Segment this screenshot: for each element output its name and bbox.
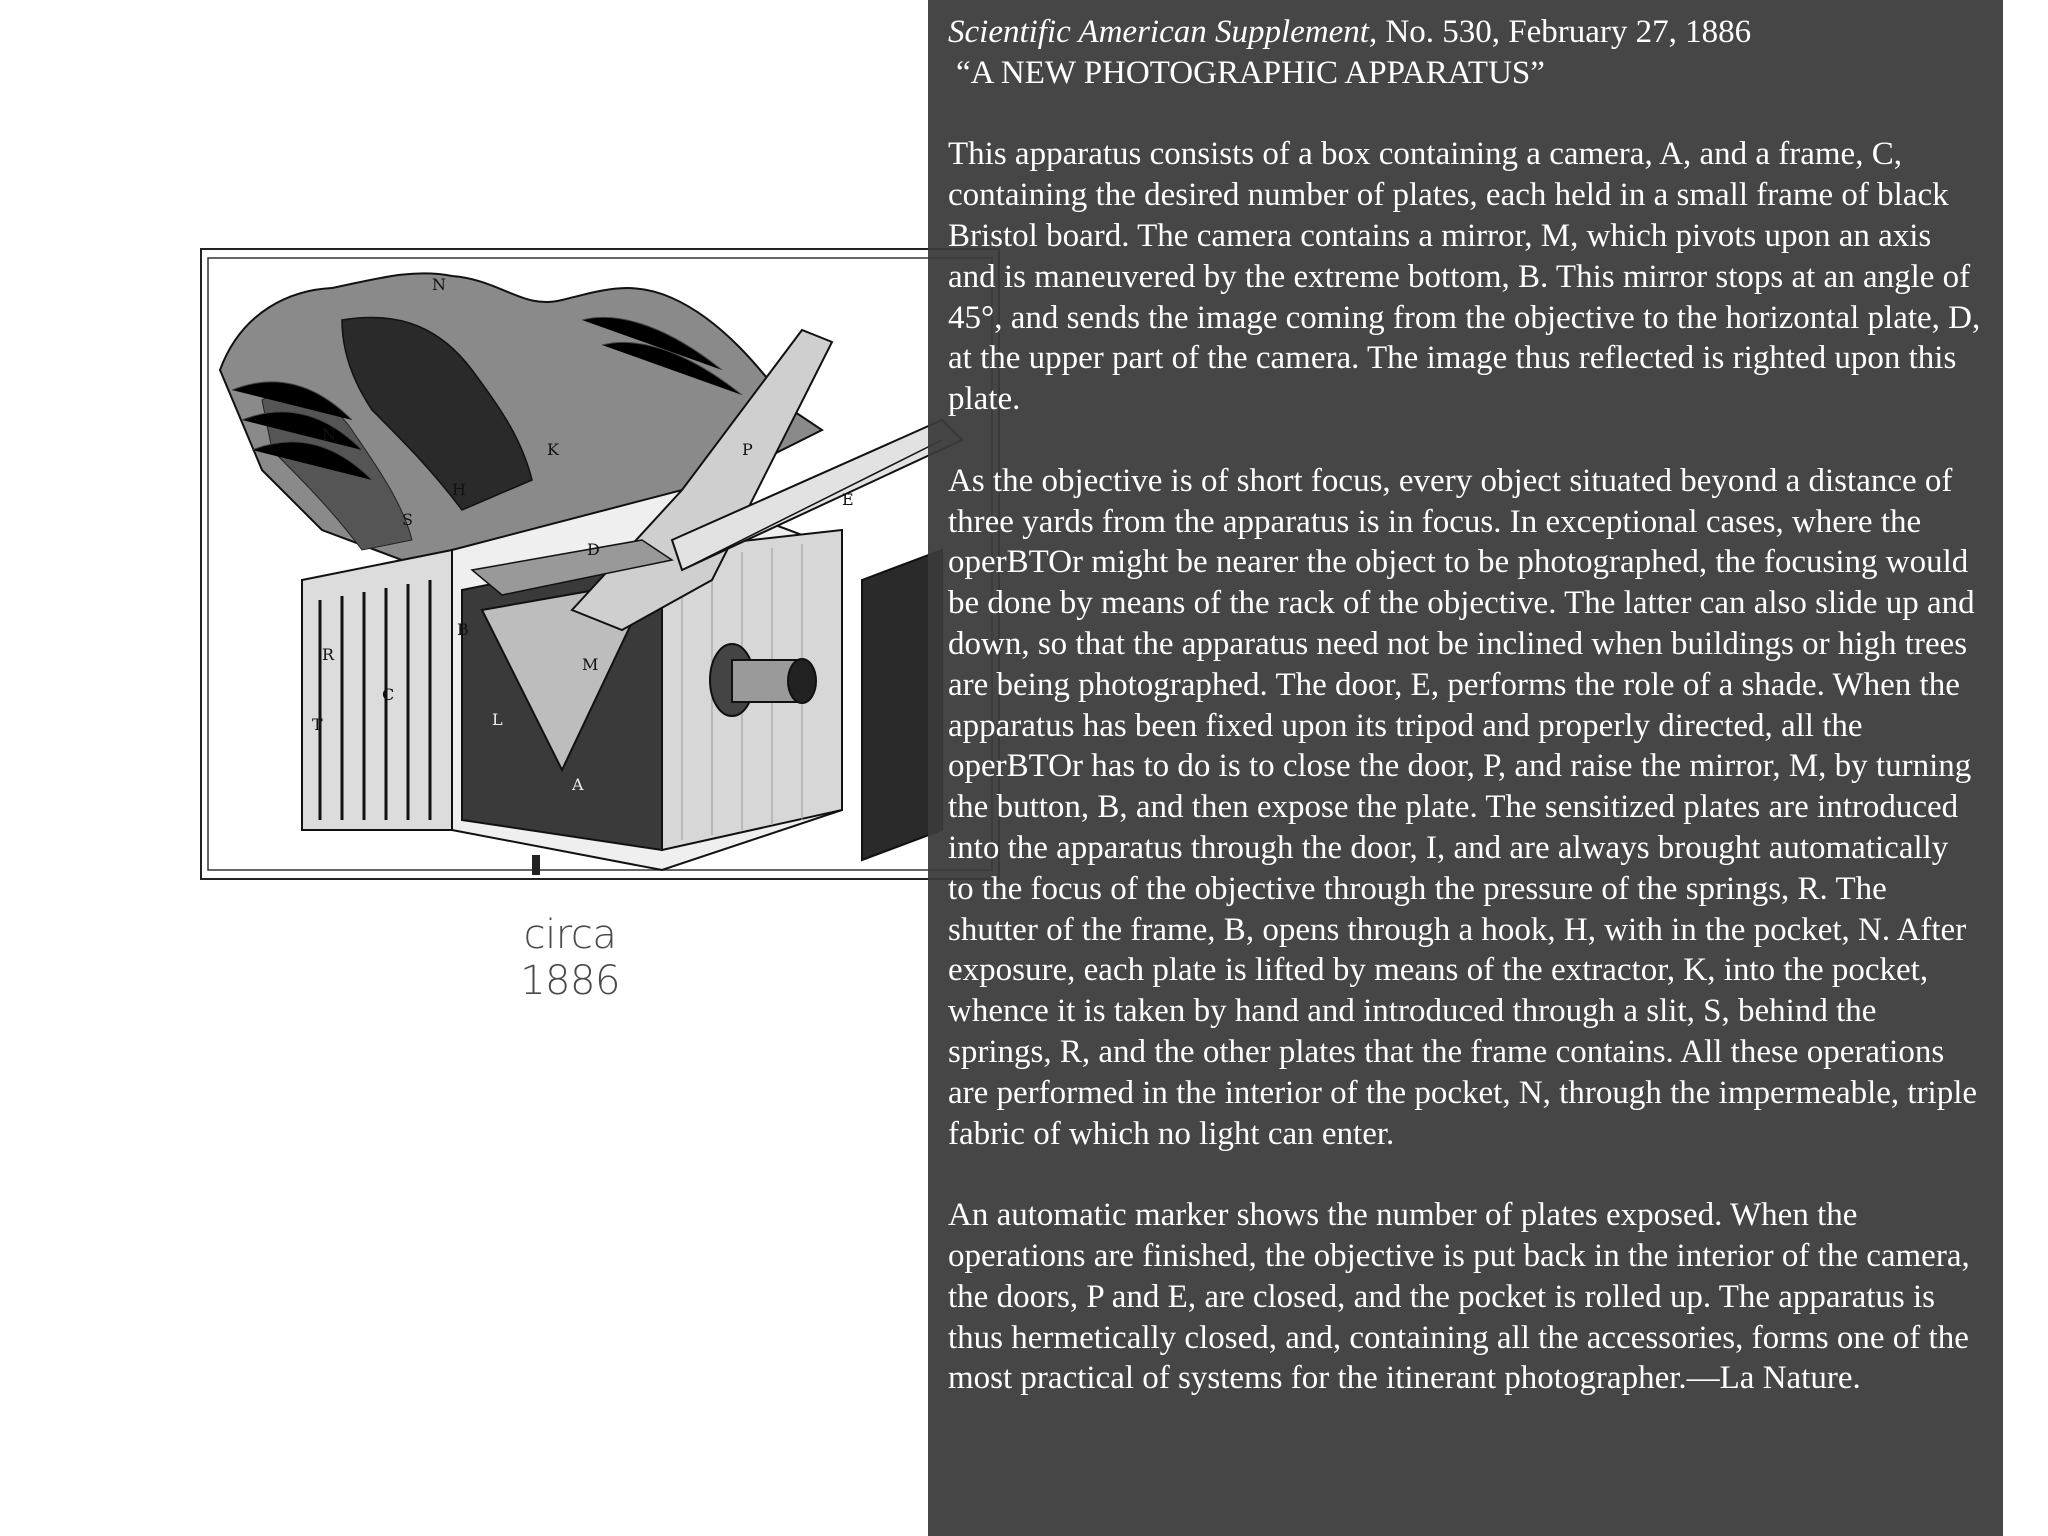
article-paragraph: An automatic marker shows the number of plates exposed. When the operations are finished, the objective is put back in the interior of the camera, the doors, P and E, are closed, and the pocket is rolled up. The apparatus is thus hermetically closed, and, containing all the accessories, forms one of the most practical of systems for the itinerant photographer.—La Nature. [948, 1197, 1970, 1397]
figure-label: K [547, 440, 559, 459]
article-headline: “A NEW PHOTOGRAPHIC APPARATUS” [956, 54, 1545, 91]
figure-label: L [492, 710, 503, 729]
figure-label: C [382, 685, 395, 704]
article-paragraph: This apparatus consists of a box containing a camera, A, and a frame, C, containing the desired number of plates, each held in a small frame of black Bristol board. The camera contains a mirror, M, which pivots upon an axis and is maneuvered by the extreme bottom, B. This mirror stops at an angle of 45°, and sends the image coming from the objective to the horizontal plate, D, at the upper part of the camera. The image thus reflected is righted upon this plate. [948, 136, 1981, 418]
figure-label: M [582, 655, 599, 674]
camera-illustration [202, 250, 998, 878]
article-panel [928, 0, 2003, 1536]
figure-label: P [742, 440, 753, 459]
figure-label: T [312, 715, 323, 734]
figure-label: A [572, 775, 584, 794]
source-info: No. 530, February 27, 1886 [1377, 14, 1752, 50]
camera-engraving [200, 248, 1000, 880]
figure-label: E [842, 490, 854, 509]
figure-label: B [457, 620, 469, 639]
figure-label: N [432, 275, 446, 294]
figure-label: S [402, 510, 413, 529]
figure-label: N [322, 425, 336, 444]
figure-label: R [322, 645, 335, 664]
article-paragraph: As the objective is of short focus, every object situated beyond a distance of three yards from the apparatus is in focus. In exceptional cases, where the operBTOr might be nearer the object to be photographed, the focusing would be done by means of the rack of the objective. The latter can also slide up and down, so that the apparatus need not be inclined when buildings or high trees are being photographed. The door, E, performs the role of a shade. When the apparatus has been fixed upon its tripod and properly directed, all the operBTOr has to do is to close the door, P, and raise the mirror, M, by turning the button, B, and then expose the plate. The sensitized plates are introduced into the apparatus through the door, I, and are always brought automatically to the focus of the objective through the pressure of the springs, R. The shutter of the frame, B, opens through a hook, H, with in the pocket, N. After exposure, each plate is lifted by means of the extractor, K, into the pocket, whence it is taken by hand and introduced through a slit, S, behind the springs, R, and the other plates that the frame contains. All these operations are performed in the interior of the pocket, N, through the impermeable, triple fabric of which no light can enter. [948, 462, 1978, 1152]
figure-label: H [452, 480, 466, 499]
figure-label: D [587, 540, 600, 559]
source-title: Scientific American Supplement, [948, 14, 1378, 50]
article-citation [948, 12, 1981, 53]
figure-caption: circa 1886 [520, 912, 620, 1004]
